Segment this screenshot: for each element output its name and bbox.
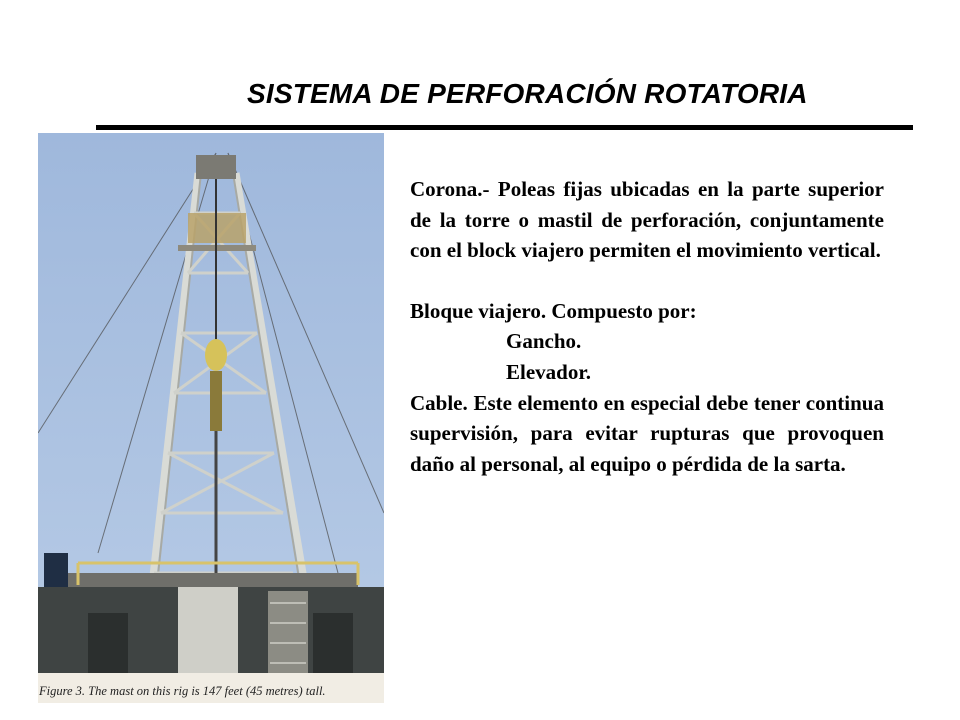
bloque-heading: Bloque viajero. Compuesto por: <box>410 298 697 323</box>
corona-paragraph: Corona.- Poleas fijas ubicadas en la parte superior de la torre o mastil de perforación, conjuntamente con el block viajero permiten el movimiento vertical. <box>410 177 884 263</box>
content-text <box>410 174 884 479</box>
drilling-rig-figure <box>38 133 384 703</box>
title-underline <box>96 125 913 130</box>
drilling-rig-photo <box>38 133 384 673</box>
cable-paragraph: Cable. Este elemento en especial debe tener continua supervisión, para evitar rupturas que provoquen daño al personal, al equipo o pérdida de la sarta. <box>410 390 884 476</box>
bloque-item-gancho: Gancho. <box>506 329 582 354</box>
slide-title: SISTEMA DE PERFORACIÓN ROTATORIA <box>247 78 808 109</box>
bloque-item-elevador: Elevador. <box>506 359 591 384</box>
paragraph-gap <box>410 266 884 296</box>
figure-caption: Figure 3. The mast on this rig is 147 feet (45 metres) tall. <box>39 684 326 698</box>
